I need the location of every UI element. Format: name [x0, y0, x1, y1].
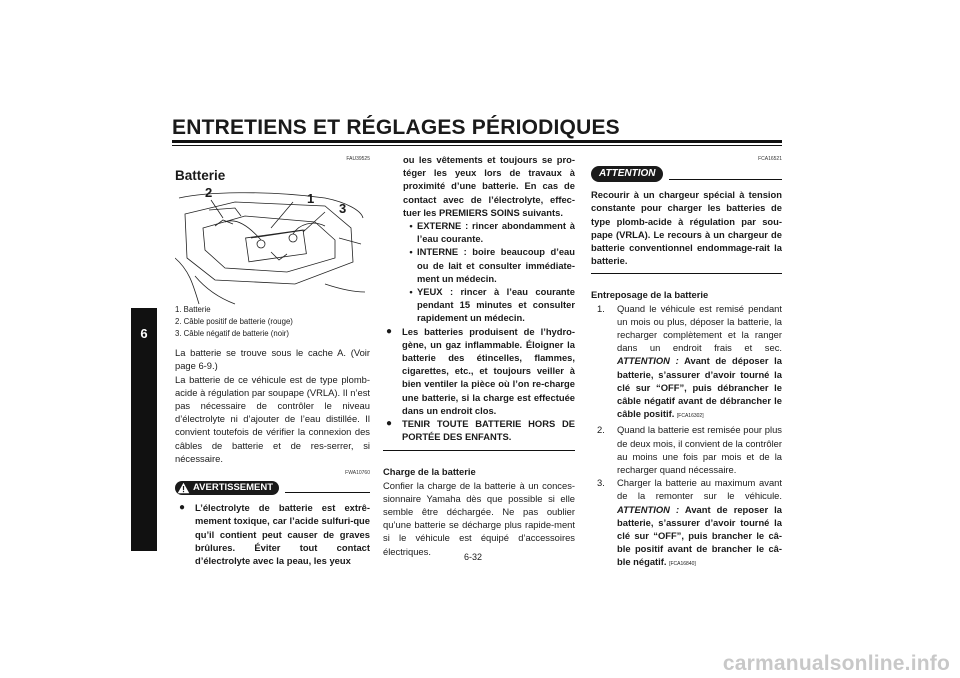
- battery-illustration: [175, 185, 365, 306]
- attention-end-rule: [591, 273, 782, 274]
- storage-item: 3. Charger la batterie au maximum avant de la remonter sur le véhicule. ATTENTION : Avant de reposer la batterie, s’assurer d’avoir tourné la clé sur “OFF”, puis brancher le câ-ble positif avant de brancher le câ-ble négatif. [FCA16840]: [597, 477, 782, 568]
- first-aid-item: • EXTERNE : rincer abondamment à l’eau courante.: [409, 220, 575, 245]
- callout-3: 3: [339, 201, 347, 217]
- figure-captions: [175, 304, 370, 340]
- right-column: [591, 153, 782, 572]
- section-code: FAU39525: [346, 156, 370, 162]
- storage-heading: Entreposage de la batterie: [591, 289, 709, 301]
- page-title: ENTRETIENS ET RÉGLAGES PÉRIODIQUES: [172, 116, 620, 139]
- storage-list: [591, 302, 782, 572]
- attention-rule: [669, 179, 782, 180]
- warning-header: [175, 481, 370, 495]
- bullet-dot-icon: ●: [179, 502, 186, 514]
- hydrogen-bullet: ● Les batteries produisent de l’hydro-gène, un gaz inflammable. Éloigner la batterie des étincelles, flammes, cigarettes, etc., et toujours veiller à bien ventiler la pièce où l’on re-charge une batterie, si la charge est effectuée dans un endroit clos.: [386, 325, 575, 416]
- warning-continued: ou les vêtements et toujours se pro-téger les yeux lors de travaux à proximité d’une batterie. En cas de contact avec de l’électrolyte, effec-tuer les PREMIERS SOINS suivants.: [403, 154, 575, 218]
- page-number: 6-32: [464, 552, 483, 562]
- header-rule-thin: [172, 145, 782, 146]
- bullet-dot-icon: ●: [386, 325, 393, 337]
- middle-column: [383, 153, 575, 558]
- attention-text: Recourir à un chargeur spécial à tension constante pour charger les batteries de type plomb-acide à régulation par sou-pape (VRLA). Le recours à un chargeur de batterie conventionnel endommage-rait la batterie.: [591, 189, 782, 267]
- location-paragraph: La batterie se trouve sous le cache A. (Voir page 6-9.): [175, 347, 370, 372]
- caption-item: 1. Batterie: [175, 305, 211, 315]
- warning-badge: [175, 481, 279, 495]
- warning-end-rule: [383, 450, 575, 451]
- watermark: carmanualsonline.info: [722, 652, 950, 675]
- storage-item: 1. Quand le véhicule est remisé pendant un mois ou plus, déposer la batterie, la recharger complètement et la ranger dans un endroit frais et sec. ATTENTION : Avant de déposer la batterie, s’assurer d’avoir tourné la clé sur “OFF”, puis débrancher le câble négatif avant de débrancher le câble positif. [FCA16302]: [597, 302, 782, 420]
- warning-code: FWA10760: [345, 470, 370, 477]
- charge-heading: Charge de la batterie: [383, 466, 476, 478]
- warning-triangle-icon: [177, 482, 190, 494]
- callout-2: 2: [205, 185, 213, 201]
- attention-header: [591, 166, 782, 182]
- storage-item: 2. Quand la batterie est remisée pour plus de deux mois, il convient de la contrôler au moins une fois par mois et de la recharger quand nécessaire.: [597, 424, 782, 476]
- section-heading: Batterie: [175, 168, 226, 184]
- chapter-tab: 6: [131, 308, 157, 551]
- bullet-dot-icon: ●: [386, 418, 393, 430]
- callout-1: 1: [307, 191, 315, 207]
- caption-item: 2. Câble positif de batterie (rouge): [175, 317, 293, 327]
- charge-paragraph: Confier la charge de la batterie à un conces-sionnaire Yamaha dès que possible si elle semble être déchargée. Ne pas oublier qu’une batterie se décharge plus rapide-ment si le véhicule est équipé d’accessoires électriques.: [383, 479, 575, 557]
- left-column: [175, 153, 370, 567]
- attention-badge: ATTENTION: [591, 166, 663, 182]
- battery-figure: [175, 185, 365, 306]
- warning-rule: [285, 492, 370, 493]
- attention-code: FCA16521: [758, 156, 782, 162]
- children-bullet: ● TENIR TOUTE BATTERIE HORS DE PORTÉE DES ENFANTS.: [386, 418, 575, 443]
- first-aid-item: • INTERNE : boire beaucoup d’eau ou de lait et consulter immédiate-ment un médecin.: [409, 246, 575, 284]
- battery-type-paragraph: La batterie de ce véhicule est de type plomb-acide à régulation par soupape (VRLA). Il n’est pas nécessaire de contrôler le niveau d’électrolyte ni d’ajouter de l’eau distillée. Il convient toutefois de vérifier la connexion des câbles de batterie et de res-serrer, si nécessaire.: [175, 373, 370, 464]
- warning-bullet: ● L’électrolyte de batterie est extrê-mement toxique, car l’acide sulfuri-que qu’il contient peut causer de graves brûlures. Éviter tout contact d’électrolyte avec la peau, les yeux: [179, 502, 370, 567]
- warning-label: AVERTISSEMENT: [193, 482, 274, 494]
- first-aid-item: • YEUX : rincer à l’eau courante pendant 15 minutes et consulter rapidement un médecin.: [409, 286, 575, 324]
- first-aid-list: [383, 219, 575, 325]
- caption-item: 3. Câble négatif de batterie (noir): [175, 329, 289, 339]
- header-rule: [172, 140, 782, 143]
